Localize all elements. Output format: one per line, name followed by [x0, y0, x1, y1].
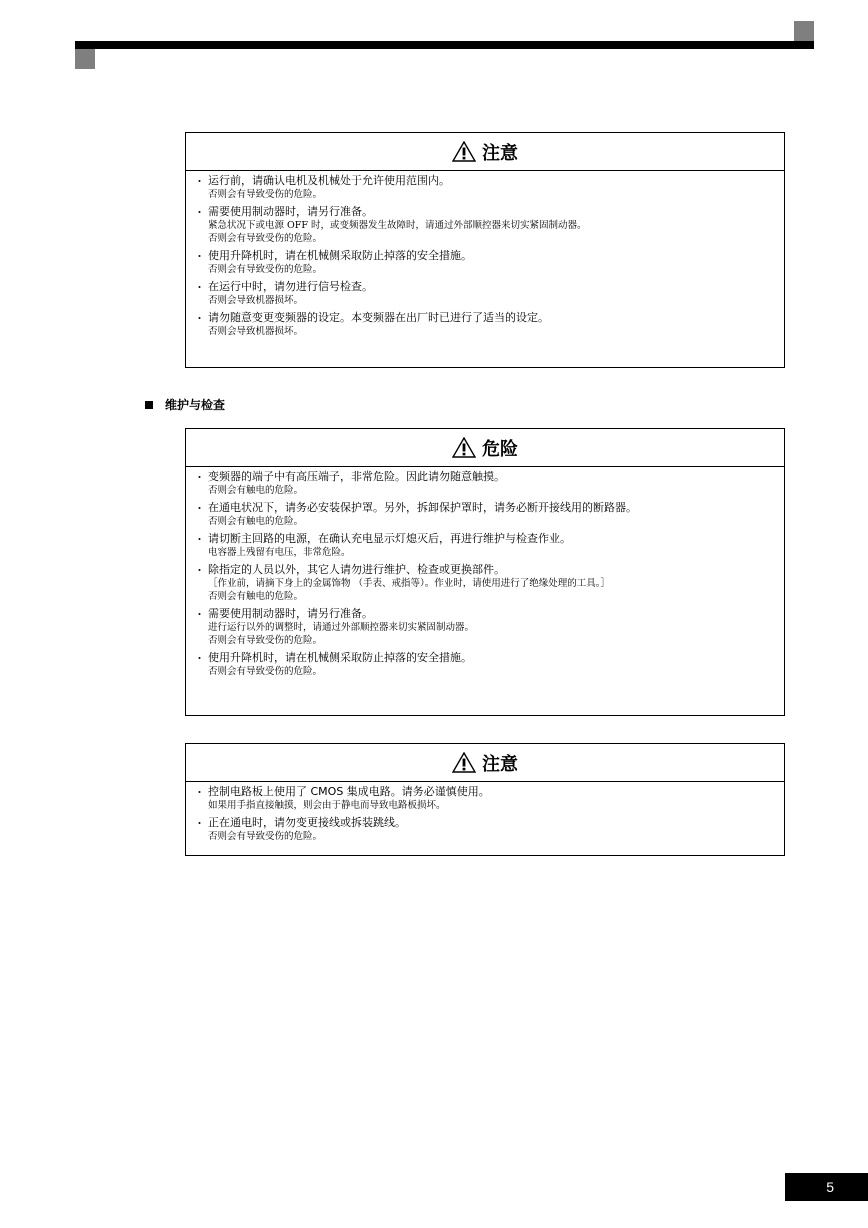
- list-item: [186, 650, 784, 678]
- item-note: 进行运行以外的调整时，请通过外部顺控器来切实紧固制动器。: [208, 622, 475, 633]
- item-text: 运行前，请确认电机及机械处于允许使用范围内。: [208, 174, 450, 187]
- page-number: 5: [785, 1173, 868, 1201]
- bullet: ・: [194, 206, 205, 219]
- item-note: 如果用手指直接触摸，则会由于静电而导致电路板损坏。: [208, 800, 446, 811]
- warning-triangle-icon: [452, 437, 476, 458]
- square-bullet-icon: [145, 401, 153, 409]
- list-item: [186, 173, 784, 201]
- header-corner-square-left: [75, 49, 95, 69]
- bullet: ・: [194, 817, 205, 830]
- item-note: 否则会有导致受伤的危险。: [208, 264, 323, 275]
- item-text: 需要使用制动器时，请另行准备。: [208, 205, 373, 218]
- warning-triangle-icon: [452, 752, 476, 773]
- header-corner-square-right: [794, 21, 814, 41]
- item-note: 否则会有导致受伤的危险。: [208, 635, 323, 646]
- danger-box-title: 危险: [482, 438, 518, 460]
- item-text: 变频器的端子中有高压端子，非常危险。因此请勿随意触摸。: [208, 470, 505, 483]
- header-rule: [75, 41, 814, 49]
- caution-box-1-header: [186, 133, 784, 171]
- bullet: ・: [194, 786, 205, 799]
- list-item: [186, 279, 784, 307]
- list-item: [186, 500, 784, 528]
- item-note: 紧急状况下或电源 OFF 时，或变频器发生故障时，请通过外部顺控器来切实紧固制动器。: [208, 220, 587, 231]
- item-text: 在运行中时，请勿进行信号检查。: [208, 280, 373, 293]
- list-item: [186, 784, 784, 812]
- danger-box: [185, 428, 785, 716]
- list-item: [186, 562, 784, 603]
- bullet: ・: [194, 250, 205, 263]
- item-text: 在通电状况下，请务必安装保护罩。另外，拆卸保护罩时，请务必断开接线用的断路器。: [208, 501, 637, 514]
- list-item: [186, 815, 784, 843]
- caution-box-2-title: 注意: [482, 753, 518, 775]
- item-text: 控制电路板上使用了 CMOS 集成电路。请务必谨慎使用。: [208, 785, 490, 798]
- item-text: 使用升降机时，请在机械侧采取防止掉落的安全措施。: [208, 249, 472, 262]
- bullet: ・: [194, 533, 205, 546]
- item-note: 否则会有导致受伤的危险。: [208, 831, 323, 842]
- bullet: ・: [194, 502, 205, 515]
- danger-box-header: [186, 429, 784, 467]
- item-note: 否则会有导致受伤的危险。: [208, 666, 323, 677]
- danger-box-list: [186, 467, 784, 681]
- item-note: 否则会有触电的危险。: [208, 591, 304, 602]
- section-heading: [145, 396, 225, 413]
- caution-box-2-list: [186, 782, 784, 846]
- item-note: 否则会有导致受伤的危险。: [208, 189, 323, 200]
- bullet: ・: [194, 652, 205, 665]
- item-text: 使用升降机时，请在机械侧采取防止掉落的安全措施。: [208, 651, 472, 664]
- caution-box-2: [185, 743, 785, 856]
- caution-box-2-header: [186, 744, 784, 782]
- list-item: [186, 469, 784, 497]
- bullet: ・: [194, 608, 205, 621]
- item-note: 否则会导致机器损坏。: [208, 295, 304, 306]
- section-heading-text: 维护与检查: [165, 398, 226, 412]
- item-text: 需要使用制动器时，请另行准备。: [208, 607, 373, 620]
- item-note: 电容器上残留有电压，非常危险。: [208, 547, 351, 558]
- bullet: ・: [194, 281, 205, 294]
- caution-box-1-title: 注意: [482, 142, 518, 164]
- list-item: [186, 204, 784, 245]
- item-text: 除指定的人员以外，其它人请勿进行维护、检查或更换部件。: [208, 563, 505, 576]
- item-note: 否则会有触电的危险。: [208, 485, 304, 496]
- item-text: 正在通电时，请勿变更接线或拆装跳线。: [208, 816, 406, 829]
- caution-box-1-list: [186, 171, 784, 341]
- item-note: ［作业前，请摘下身上的金属饰物 （手表、戒指等）。作业时，请使用进行了绝缘处理的工具。］: [208, 578, 611, 589]
- bullet: ・: [194, 312, 205, 325]
- item-note: 否则会有导致受伤的危险。: [208, 233, 323, 244]
- caution-box-1: [185, 132, 785, 368]
- item-text: 请勿随意变更变频器的设定。本变频器在出厂时已进行了适当的设定。: [208, 311, 549, 324]
- bullet: ・: [194, 471, 205, 484]
- item-text: 请切断主回路的电源，在确认充电显示灯熄灭后，再进行维护与检查作业。: [208, 532, 571, 545]
- item-note: 否则会导致机器损坏。: [208, 326, 304, 337]
- bullet: ・: [194, 175, 205, 188]
- list-item: [186, 310, 784, 338]
- list-item: [186, 248, 784, 276]
- list-item: [186, 606, 784, 647]
- warning-triangle-icon: [452, 141, 476, 162]
- item-note: 否则会有触电的危险。: [208, 516, 304, 527]
- list-item: [186, 531, 784, 559]
- bullet: ・: [194, 564, 205, 577]
